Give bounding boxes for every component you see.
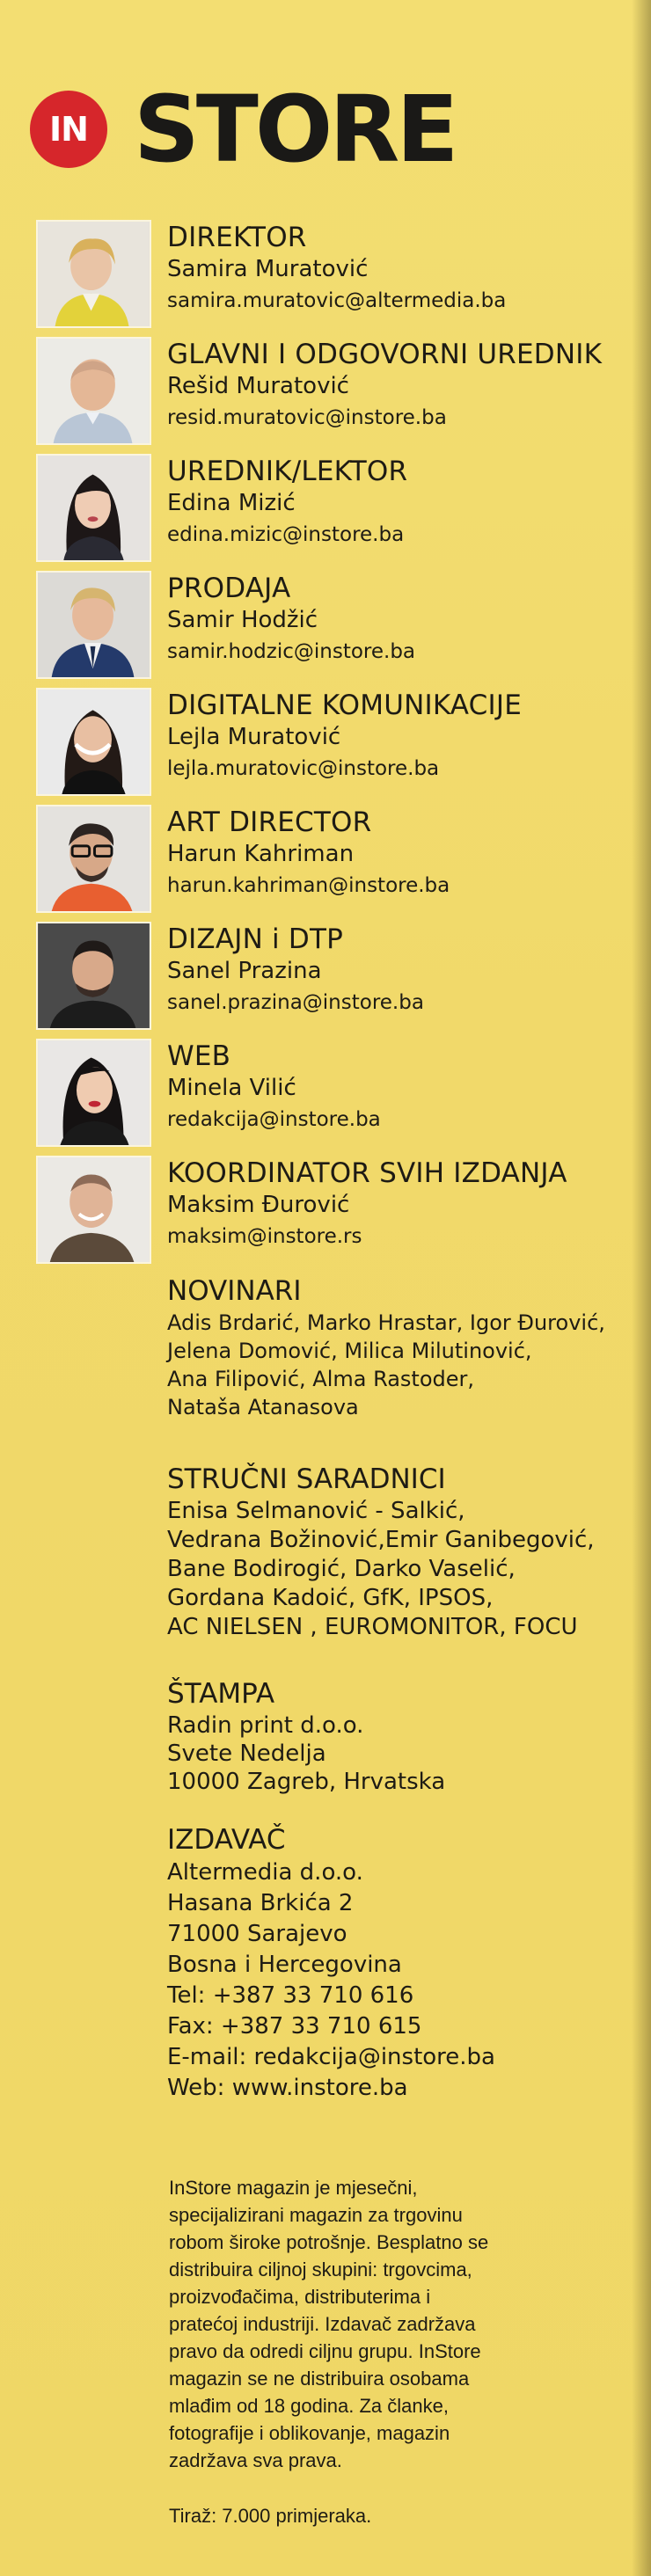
staff-role: PRODAJA xyxy=(167,573,291,604)
staff-role: GLAVNI I ODGOVORNI UREDNIK xyxy=(167,339,603,370)
section-line: Enisa Selmanović - Salkić, xyxy=(167,1498,465,1524)
staff-text xyxy=(167,1040,381,1136)
staff-name: Minela Vilić xyxy=(167,1075,296,1101)
about-line: InStore magazin je mjesečni, xyxy=(169,2177,418,2199)
staff-email[interactable]: resid.muratovic@instore.ba xyxy=(167,406,447,429)
in-logo-text: IN xyxy=(49,110,88,149)
staff-email[interactable]: sanel.prazina@instore.ba xyxy=(167,991,424,1014)
section-line: Radin print d.o.o. xyxy=(167,1712,364,1739)
portrait-photo xyxy=(36,337,151,445)
section-line: Vedrana Božinović,Emir Ganibegović, xyxy=(167,1527,595,1553)
staff-email[interactable]: samira.muratovic@altermedia.ba xyxy=(167,289,507,312)
staff-role: DIGITALNE KOMUNIKACIJE xyxy=(167,690,522,721)
staff-text xyxy=(167,689,522,785)
in-logo-badge xyxy=(30,91,107,168)
publisher-website[interactable]: Web: www.instore.ba xyxy=(167,2075,408,2101)
staff-entry xyxy=(32,917,639,1034)
staff-name: Edina Mizić xyxy=(167,490,296,516)
section-line: Nataša Atanasova xyxy=(167,1395,359,1419)
staff-role: UREDNIK/LEKTOR xyxy=(167,456,408,487)
portrait-photo xyxy=(36,454,151,562)
section-line: Adis Brdarić, Marko Hrastar, Igor Đurović, xyxy=(167,1310,605,1335)
staff-name: Lejla Muratović xyxy=(167,724,341,750)
staff-list xyxy=(32,215,639,1268)
staff-text xyxy=(167,806,450,902)
about-line: fotografije i oblikovanje, magazin xyxy=(169,2422,450,2444)
masthead xyxy=(30,76,456,183)
about-line: pravo da odredi ciljnu grupu. InStore xyxy=(169,2340,481,2362)
printing-section xyxy=(167,1676,642,1796)
staff-text xyxy=(167,338,602,434)
staff-text xyxy=(167,221,506,317)
section-title: ŠTAMPA xyxy=(167,1678,275,1710)
section-line: Bosna i Hercegovina xyxy=(167,1952,402,1978)
staff-role: KOORDINATOR SVIH IZDANJA xyxy=(167,1157,567,1189)
staff-entry xyxy=(32,683,639,800)
about-line: robom široke potrošnje. Besplatno se xyxy=(169,2231,489,2253)
publisher-section xyxy=(167,1822,642,2104)
section-line: 71000 Sarajevo xyxy=(167,1921,347,1947)
section-line: Bane Bodirogić, Darko Vaselić, xyxy=(167,1556,516,1582)
staff-name: Maksim Đurović xyxy=(167,1192,350,1218)
portrait-photo xyxy=(36,805,151,913)
circulation-note: Tiraž: 7.000 primjeraka. xyxy=(169,2505,372,2527)
journalists-section xyxy=(167,1273,642,1421)
staff-entry xyxy=(32,215,639,332)
section-line: Svete Nedelja xyxy=(167,1740,326,1767)
about-paragraph xyxy=(169,2174,626,2474)
section-line: 10000 Zagreb, Hrvatska xyxy=(167,1769,446,1795)
about-line: distribuira ciljnoj skupini: trgovcima, xyxy=(169,2259,472,2280)
portrait-photo xyxy=(36,220,151,328)
portrait-photo xyxy=(36,1156,151,1264)
section-title: NOVINARI xyxy=(167,1275,302,1307)
staff-text xyxy=(167,572,415,668)
staff-text xyxy=(167,1157,567,1253)
staff-entry xyxy=(32,449,639,566)
staff-name: Samira Muratović xyxy=(167,256,369,282)
staff-entry xyxy=(32,1151,639,1268)
portrait-photo xyxy=(36,571,151,679)
staff-email[interactable]: harun.kahriman@instore.ba xyxy=(167,874,450,897)
staff-email[interactable]: maksim@instore.rs xyxy=(167,1225,362,1248)
staff-entry xyxy=(32,1034,639,1151)
about-line: specijalizirani magazin za trgovinu xyxy=(169,2204,463,2226)
staff-entry xyxy=(32,332,639,449)
section-line: AC NIELSEN , EUROMONITOR, FOCU xyxy=(167,1614,578,1640)
staff-email[interactable]: edina.mizic@instore.ba xyxy=(167,523,405,546)
portrait-photo xyxy=(36,1039,151,1147)
staff-role: DIREKTOR xyxy=(167,222,307,253)
contributors-section xyxy=(167,1462,642,1642)
staff-entry xyxy=(32,566,639,683)
staff-entry xyxy=(32,800,639,917)
portrait-photo xyxy=(36,922,151,1030)
publisher-email[interactable]: E-mail: redakcija@instore.ba xyxy=(167,2044,495,2070)
portrait-photo xyxy=(36,688,151,796)
staff-name: Rešid Muratović xyxy=(167,373,349,399)
section-line: Gordana Kadoić, GfK, IPSOS, xyxy=(167,1585,494,1611)
store-logo-title: STORE xyxy=(134,76,456,183)
staff-role: DIZAJN i DTP xyxy=(167,923,344,955)
about-line: magazin se ne distribuira osobama xyxy=(169,2368,470,2390)
staff-role: ART DIRECTOR xyxy=(167,806,372,838)
staff-text xyxy=(167,923,424,1019)
section-line: Tel: +387 33 710 616 xyxy=(167,1982,414,2009)
staff-email[interactable]: samir.hodzic@instore.ba xyxy=(167,640,416,663)
about-line: zadržava sva prava. xyxy=(169,2449,342,2471)
section-line: Jelena Domović, Milica Milutinović, xyxy=(167,1339,532,1363)
staff-email[interactable]: redakcija@instore.ba xyxy=(167,1108,381,1131)
staff-name: Sanel Prazina xyxy=(167,958,322,984)
section-line: Fax: +387 33 710 615 xyxy=(167,2013,422,2040)
about-line: pratećoj industriji. Izdavač zadržava xyxy=(169,2313,476,2335)
section-title: STRUČNI SARADNICI xyxy=(167,1463,446,1495)
staff-name: Harun Kahriman xyxy=(167,841,355,867)
staff-name: Samir Hodžić xyxy=(167,607,318,633)
section-line: Altermedia d.o.o. xyxy=(167,1859,363,1886)
staff-email[interactable]: lejla.muratovic@instore.ba xyxy=(167,757,440,780)
staff-role: WEB xyxy=(167,1040,231,1072)
about-line: proizvođačima, distributerima i xyxy=(169,2286,431,2308)
staff-text xyxy=(167,455,407,551)
section-line: Hasana Brkića 2 xyxy=(167,1890,354,1916)
section-line: Ana Filipović, Alma Rastoder, xyxy=(167,1367,475,1391)
about-line: mlađim od 18 godina. Za članke, xyxy=(169,2395,449,2417)
section-title: IZDAVAČ xyxy=(167,1824,286,1856)
